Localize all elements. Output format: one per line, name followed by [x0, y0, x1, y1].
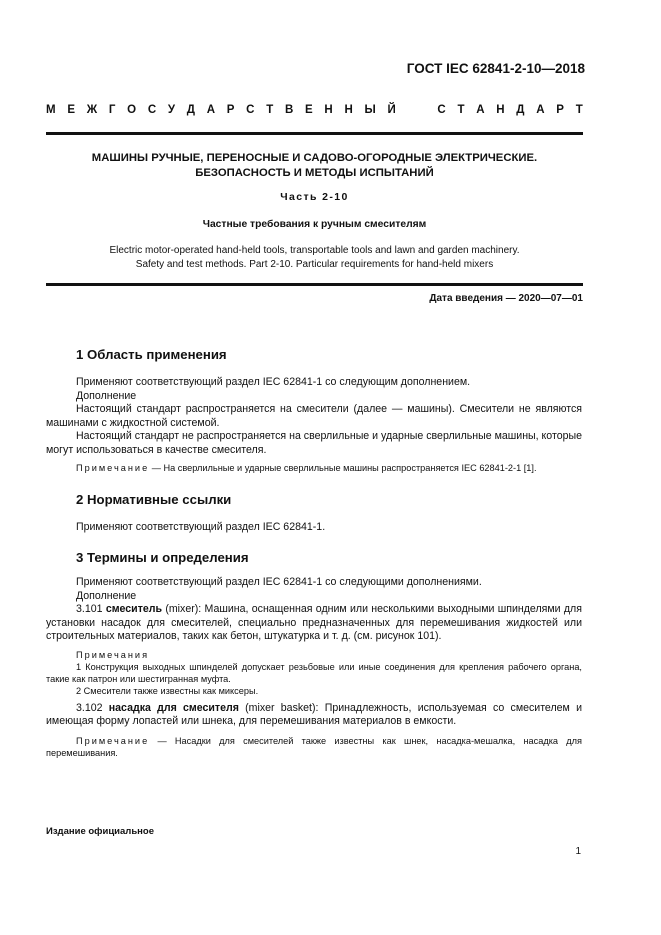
term-number: 3.101	[76, 603, 106, 615]
subtitle: Частные требования к ручным смесителям	[202, 219, 427, 230]
banner-letter: Ж	[86, 104, 98, 116]
section-1-body	[46, 376, 582, 474]
banner-letter: А	[476, 104, 485, 116]
paragraph: Дополнение	[76, 389, 137, 402]
banner-letter: А	[536, 104, 545, 116]
section-2-body	[46, 521, 582, 535]
term-definition: (mixer): Машина, оснащенная одним или несколькими выходными шпинделями для установки насадок для смесителей, специально предназначенных для перемешивания жидкостей или строительных материалов, таких как бетон, штукатурка и т. д. (см. рисунок 101).	[46, 603, 582, 642]
notes-label: Примечания	[76, 649, 150, 660]
term-3-102	[46, 702, 582, 729]
banner-letter: С	[246, 104, 255, 116]
banner-letter	[422, 104, 425, 116]
banner-letter: Д	[186, 104, 195, 116]
banner-letter: Е	[305, 104, 313, 116]
document-code: ГОСТ IEC 62841-2-10—2018	[406, 61, 585, 76]
banner-letter: Д	[516, 104, 525, 116]
paragraph: Настоящий стандарт не распространяется на сверлильные и ударные сверлильные машины, которые могут использоваться в качестве смесителя.	[46, 430, 582, 456]
banner-letter: С	[437, 104, 446, 116]
term-definition: (mixer basket): Принадлежность, используемая со смесителем и имеющая форму лопастей или шнека, для перемешивания материалов в емкости.	[46, 701, 582, 727]
banner-letter: Г	[108, 104, 116, 116]
banner-letter: Т	[575, 104, 583, 116]
paragraph: Применяют соответствующий раздел IEC 62841-1.	[76, 521, 326, 533]
banner-letter: Н	[324, 104, 333, 116]
title-line-2: БЕЗОПАСНОСТЬ И МЕТОДЫ ИСПЫТАНИЙ	[195, 167, 434, 179]
title-rule	[46, 283, 583, 286]
note	[46, 735, 582, 759]
banner-letter: Й	[387, 104, 396, 116]
part-label: Часть 2-10	[280, 191, 349, 203]
banner-letter: М	[46, 104, 56, 116]
banner-letter: Т	[266, 104, 274, 116]
section-3-heading: 3 Термины и определения	[76, 550, 249, 565]
paragraph: Применяют соответствующий раздел IEC 62841-1 со следующим дополнением.	[76, 376, 471, 388]
interstate-standard-banner	[46, 104, 583, 116]
paragraph: Дополнение	[76, 589, 137, 602]
term-name: насадка для смесителя	[108, 701, 239, 714]
edition-label: Издание официальное	[46, 826, 154, 837]
english-title	[46, 244, 583, 271]
banner-letter: С	[147, 104, 157, 116]
banner-letter: У	[167, 104, 176, 116]
banner-letter	[408, 104, 411, 116]
banner-letter: Н	[496, 104, 505, 116]
note-text: — На сверлильные и ударные сверлильные машины распространяется IEC 62841-2-1 [1].	[149, 463, 537, 473]
note-2: 2 Смесители также известны как миксеры.	[76, 685, 259, 696]
note-text: — Насадки для смесителей также известны как шнек, насадка-мешалка, насадка для перемешивания.	[46, 735, 582, 758]
note-label: Примечание	[76, 463, 150, 473]
introduction-date: Дата введения — 2020—07—01	[429, 293, 583, 304]
note-1: 1 Конструкция выходных шпинделей допускает резьбовые или иные соединения для крепления рабочего органа, такие как патрон или шестигранная муфта.	[46, 661, 582, 684]
term-3-101	[46, 603, 582, 644]
paragraph: Настоящий стандарт распространяется на смесители (далее — машины). Смесители не являются машинами с жидкостной системой.	[46, 403, 582, 429]
page-number: 1	[575, 846, 581, 857]
banner-letter: Р	[556, 104, 564, 116]
banner-letter: Н	[344, 104, 353, 116]
banner-letter: Р	[226, 104, 235, 116]
banner-letter: Ы	[364, 104, 376, 116]
section-3-body	[46, 576, 582, 759]
paragraph: Применяют соответствующий раздел IEC 62841-1 со следующими дополнениями.	[76, 576, 482, 588]
title-line-1: МАШИНЫ РУЧНЫЕ, ПЕРЕНОСНЫЕ И САДОВО-ОГОРОДНЫЕ ЭЛЕКТРИЧЕСКИЕ.	[91, 152, 538, 164]
banner-letter: О	[127, 104, 137, 116]
document-title	[46, 151, 583, 181]
note	[46, 462, 582, 474]
banner-letter: А	[206, 104, 216, 116]
banner-letter: В	[284, 104, 294, 116]
term-name: смеситель	[105, 603, 163, 615]
english-title-line-2: Safety and test methods. Part 2-10. Particular requirements for hand-held mixers	[135, 258, 494, 270]
banner-letter: Е	[67, 104, 75, 116]
english-title-line-1: Electric motor-operated hand-held tools, transportable tools and lawn and garden machinery.	[109, 245, 520, 256]
note-label: Примечание	[76, 735, 150, 746]
section-1-heading: 1 Область применения	[76, 347, 227, 362]
section-2-heading: 2 Нормативные ссылки	[76, 492, 232, 507]
header-rule	[46, 132, 583, 135]
banner-letter: Т	[457, 104, 465, 116]
term-number: 3.102	[76, 701, 109, 714]
